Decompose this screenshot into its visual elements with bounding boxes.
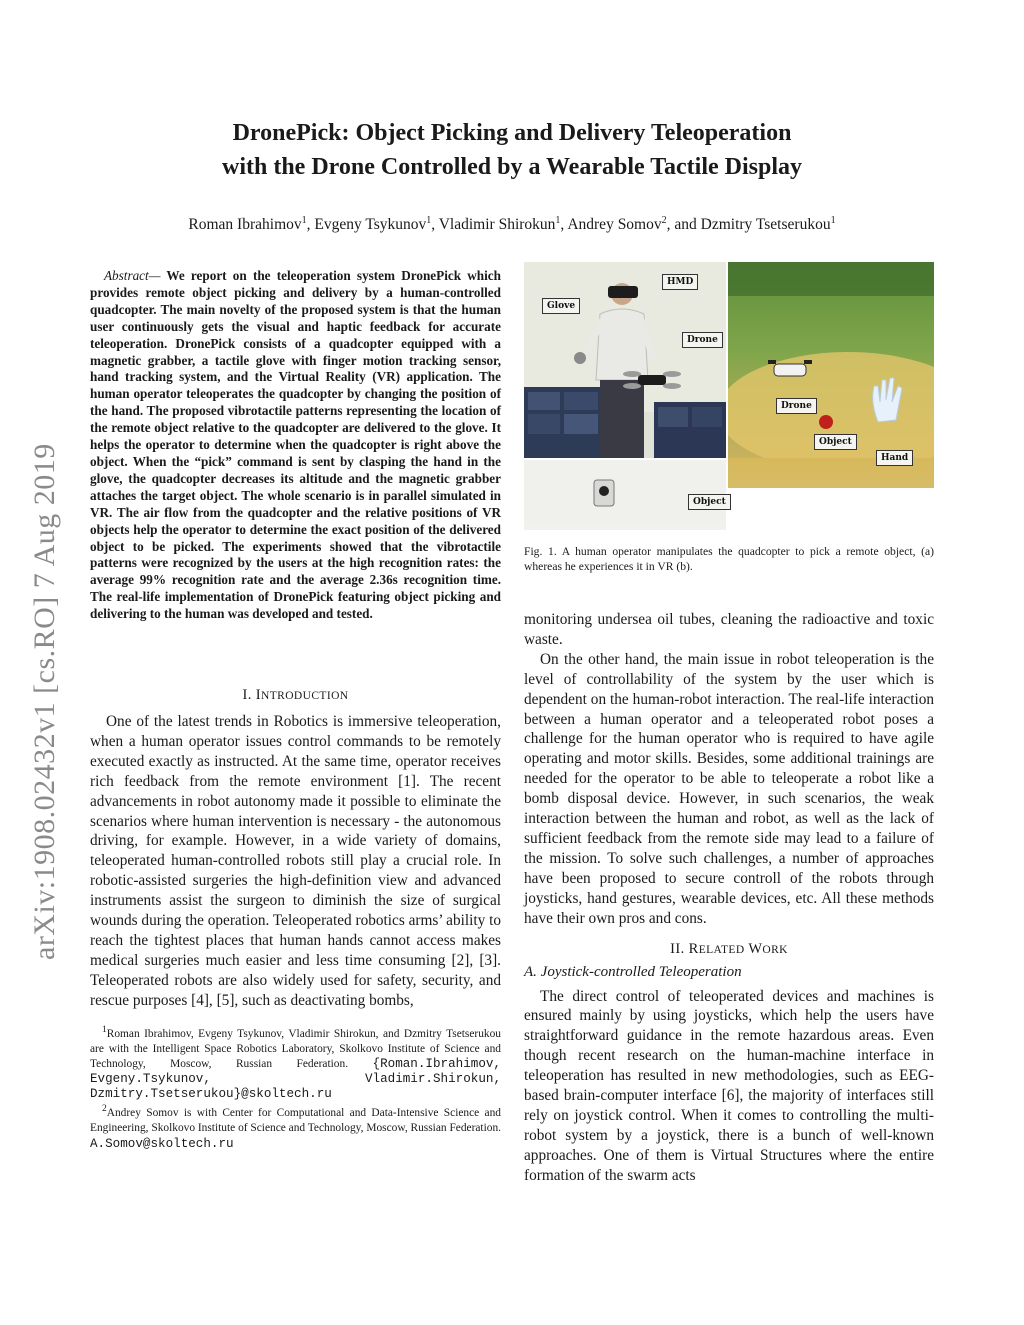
callout-hmd: HMD: [662, 274, 698, 290]
authors-conjunction: and: [674, 216, 697, 234]
author-list: Roman Ibrahimov$^1$, Evgeny Tsykunov$^1$, Vladimir Shirokun$^1$, Andrey Somov$^2$, and Dzmitry Tsetserukou$^1$: [188, 215, 836, 234]
author-affiliation-mark: 1: [301, 215, 307, 226]
author-name: Roman Ibrahimov: [188, 216, 302, 234]
author-affiliation-mark: 1: [426, 215, 432, 226]
footnote-mark: 1: [102, 1024, 107, 1035]
author-affiliation-mark: 1: [555, 215, 561, 226]
footnote-emails: A.Somov@skoltech.ru: [90, 1136, 234, 1151]
callout-drone: Drone: [682, 332, 723, 348]
right-column-body: [524, 610, 934, 929]
figure-photo-real: [524, 262, 726, 458]
section-heading-introduction: [90, 687, 501, 704]
author-name: Dzmitry Tsetserukou: [700, 216, 831, 234]
left-column: [90, 268, 501, 1152]
footnote-text: Andrey Somov is with Center for Computational and Data-Intensive Science and Engineering, Skolkovo Institute of Science and Technology, Moscow, Russian Federation.: [90, 1107, 501, 1135]
vr-callout-hand: Hand: [876, 450, 913, 466]
author-name: Vladimir Shirokun: [438, 216, 556, 234]
paper-title: [90, 116, 934, 184]
right-column: [524, 262, 934, 1186]
related-work-body: [524, 987, 934, 1186]
lab-scene-illustration: [524, 262, 726, 458]
figure-1: [524, 262, 934, 458]
figure-photo-lower: [524, 460, 726, 530]
footnote-text: Roman Ibrahimov, Evgeny Tsykunov, Vladimir Shirokun, and Dzmitry Tsetserukou are with the Intelligent Space Robotics Laboratory, Skolkovo Institute of Science and Technology, Moscow, Russian Federation.: [90, 1027, 501, 1070]
author-name: Evgeny Tsykunov: [314, 216, 427, 234]
vr-lower-strip: [728, 453, 934, 488]
figure-caption: Fig. 1. A human operator manipulates the quadcopter to pick a remote object, (a) whereas he experiences it in VR (b).: [524, 545, 934, 573]
author-name: Andrey Somov: [567, 216, 662, 234]
intro-paragraph: One of the latest trends in Robotics is immersive teleoperation, when a human operator issues control commands to be remotely executed exactly as instructed. At the same time, operator receives rich feedback from the remote environment [1]. The recent advancements in robot autonomy made it possible to eliminate the scenarios where human intervention is necessary - the autonomous driving, for example. However, in a wide variety of domains, teleoperated human-controlled robots still play a crucial role. In robotic-assisted surgeries the high-definition view and advanced instruments assist the surgeon to diminish the size of surgical wounds during the operation. Teleoperated robotics arms’ ability to reach the tightest places that human hands cannot access makes medical surgeries much easier and less time consuming [2], [3]. Teleoperated robots are also widely used for safety, security, and rescue purposes [4], [5], such as deactivating bombs,: [90, 713, 501, 1009]
subsection-heading: A. Joystick-controlled Teleoperation: [524, 963, 742, 980]
section-title-rest: ELATED: [698, 943, 745, 956]
section-title-initial: I: [255, 687, 262, 704]
introduction-body: [90, 712, 501, 1011]
footnotes: [90, 1023, 501, 1152]
abstract-text: We report on the teleoperation system DronePick which provides remote object picking and delivery by a human-controlled quadcopter. The main novelty of the proposed system is that the human user continuously gets the visual and haptic feedback for accurate teleoperation. DronePick consists of a quadcopter equipped with a magnetic grabber, a tactile glove with finger motion tracking sensor, hand tracking system, and the Virtual Reality (VR) application. The human operator teleoperates the quadcopter by changing the position of the hand. The proposed vibrotactile patterns representing the location of the remote object relative to the quadcopter are delivered to the glove. It helps the operator to determine when the quadcopter is right above the object. When the “pick” command is sent by clasping the hand in the glove, the quadcopter decreases its altitude and the magnetic grabber attaches the target object. The whole scenario is in parallel simulated in VR. The air flow from the quadcopter and the relative positions of VR objects help the operator to determine the exact position of the delivered object to be picked. The experiments showed that the vibrotactile patterns were recognized by the users at the high recognition rates: the average 99% recognition rate and the average 2.36s recognition time. The real-life implementation of DronePick featuring object picking and delivering to the human was developed and tested.: [90, 268, 501, 622]
arxiv-identifier: arXiv:1908.02432v1 [cs.RO] 7 Aug 2019: [28, 443, 61, 960]
figure-vr-scene: [728, 262, 934, 458]
paragraph: On the other hand, the main issue in robot teleoperation is the level of controllability of the system by the user which is dependent on the human-robot interaction. The real-life interaction between a human operator and a teleoperated robot poses a challenge for the human operator who is required to have agile operating and motor skills. Besides, some additional trainings are needed for the operator to be able to teleoperate a robot like a bomb disposal device. However, in such scenarios, the weak interaction between the human and robot, as well as the lack of sufficient feedback from the remote side may lead to a failure of the mission. To solve such challenges, a number of approaches have been proposed to secure controll of the robots through joysticks, hand gestures, wearable devices, etc. All these methods have their own pros and cons.: [524, 650, 934, 927]
section-number: I.: [242, 687, 252, 704]
title-line-1: DronePick: Object Picking and Delivery Teleoperation: [232, 120, 792, 146]
section-heading-related-work: [524, 941, 934, 958]
footnote-emails: {Roman.Ibrahimov, Evgeny.Tsykunov, Vladimir.Shirokun, Dzmitry.Tsetserukou}@skoltech.ru: [90, 1056, 501, 1102]
section-title-initial: W: [748, 940, 763, 957]
abstract-label: Abstract—: [104, 268, 161, 283]
section-number: II.: [670, 940, 685, 957]
title-line-2: with the Drone Controlled by a Wearable Tactile Display: [221, 154, 803, 180]
paragraph: The direct control of teleoperated devices and machines is ensured mainly by using joysticks, which help the users have straightforward guidance in the remote hazardous areas. Even though recent research on the human-machine interface in teleoperation has resulted in new methodologies, such as EEG-based brain-computer interface [6], the majority of interfaces still rely on joystick control. When it comes to controlling the multi-robot system by a joystick, there is a bunch of well-known approaches. One of them is Virtual Structures where the entire formation of the swarm acts: [524, 987, 934, 1184]
section-title-initial: R: [688, 940, 699, 957]
vr-callout-object: Object: [814, 434, 857, 450]
vr-scene-illustration: [728, 262, 934, 458]
callout-object: Object: [688, 494, 731, 510]
object-on-wall-illustration: [524, 460, 726, 526]
footnote-mark: 2: [102, 1104, 107, 1115]
author-affiliation-mark: 2: [661, 215, 667, 226]
continued-paragraph: monitoring undersea oil tubes, cleaning the radioactive and toxic waste.: [524, 611, 934, 648]
callout-glove: Glove: [542, 298, 580, 314]
footnote-1: [90, 1023, 501, 1103]
section-title-rest: NTRODUCTION: [261, 690, 349, 703]
footnote-2: [90, 1102, 501, 1151]
section-title-rest: ORK: [762, 943, 788, 956]
abstract: [90, 268, 501, 623]
vr-callout-drone: Drone: [776, 398, 817, 414]
figure-lower-strip: [524, 453, 934, 526]
author-affiliation-mark: 1: [830, 215, 836, 226]
